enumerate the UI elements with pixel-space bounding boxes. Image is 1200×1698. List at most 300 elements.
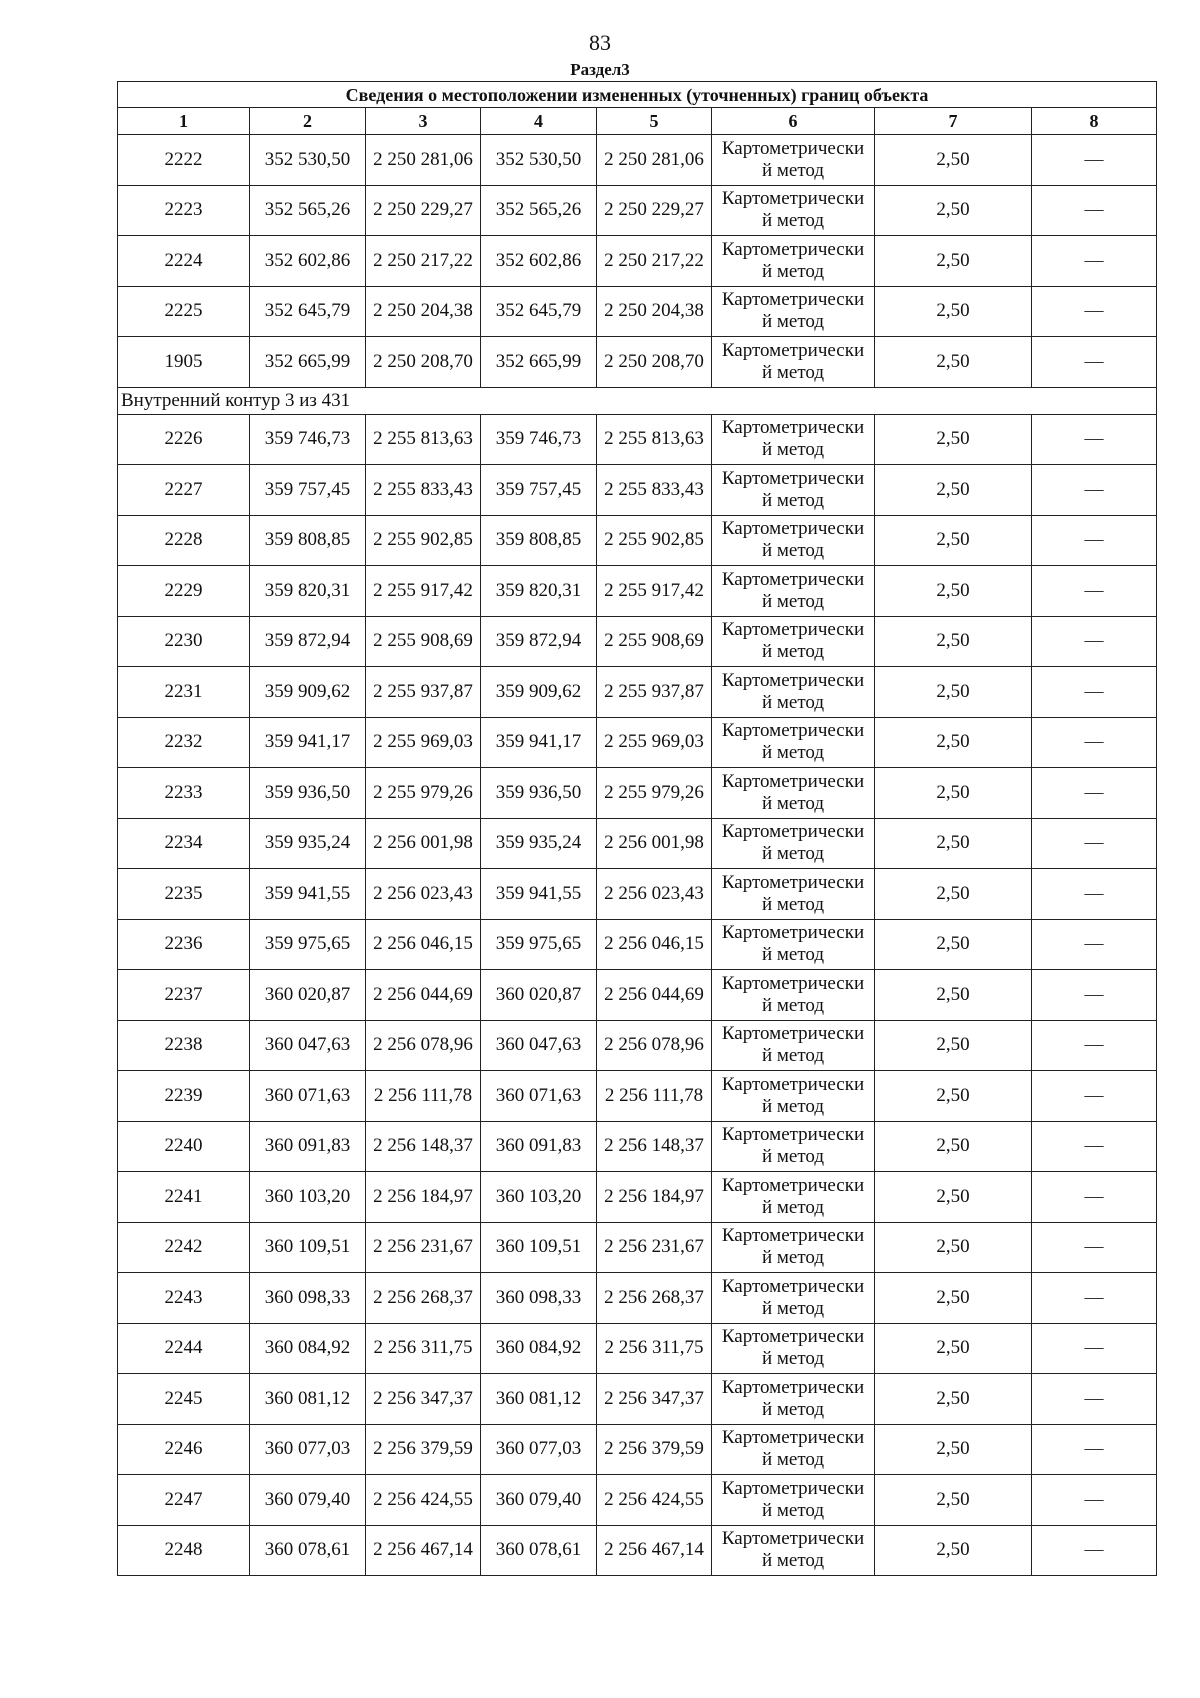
y-coordinate-cell: 2 256 184,97 [366, 1172, 481, 1223]
description-cell: — [1032, 1172, 1157, 1223]
y-coordinate-cell: 2 256 231,67 [597, 1222, 712, 1273]
y-coordinate-cell: 2 255 813,63 [597, 414, 712, 465]
description-cell: — [1032, 1121, 1157, 1172]
point-number-cell: 2223 [118, 185, 250, 236]
accuracy-cell: 2,50 [875, 1222, 1032, 1273]
method-cell [712, 1323, 875, 1374]
method-text-line: й метод [761, 1146, 825, 1168]
method-cell [712, 1172, 875, 1223]
method-text-line: й метод [761, 641, 825, 663]
accuracy-cell: 2,50 [875, 566, 1032, 617]
table-row [118, 1020, 1157, 1071]
x-coordinate-cell: 359 746,73 [250, 414, 366, 465]
accuracy-cell: 2,50 [875, 236, 1032, 287]
method-text-line: Картометрически [721, 1528, 865, 1550]
point-number-cell: 2231 [118, 667, 250, 718]
table-row [118, 1222, 1157, 1273]
method-cell [712, 869, 875, 920]
accuracy-cell: 2,50 [875, 515, 1032, 566]
x-coordinate-cell: 359 936,50 [481, 768, 597, 819]
x-coordinate-cell: 360 091,83 [481, 1121, 597, 1172]
method-text-line: й метод [761, 1449, 825, 1471]
accuracy-cell: 2,50 [875, 1475, 1032, 1526]
description-cell: — [1032, 465, 1157, 516]
description-cell: — [1032, 1475, 1157, 1526]
x-coordinate-cell: 359 941,55 [481, 869, 597, 920]
accuracy-cell: 2,50 [875, 135, 1032, 186]
x-coordinate-cell: 359 941,55 [250, 869, 366, 920]
x-coordinate-cell: 360 084,92 [250, 1323, 366, 1374]
description-cell: — [1032, 414, 1157, 465]
table-row [118, 1475, 1157, 1526]
method-cell [712, 1273, 875, 1324]
accuracy-cell: 2,50 [875, 1323, 1032, 1374]
y-coordinate-cell: 2 256 379,59 [366, 1424, 481, 1475]
method-text-line: Картометрически [721, 1174, 865, 1196]
accuracy-cell: 2,50 [875, 818, 1032, 869]
method-cell [712, 337, 875, 388]
y-coordinate-cell: 2 255 813,63 [366, 414, 481, 465]
method-text-line: й метод [761, 792, 825, 814]
method-text-line: Картометрически [721, 238, 865, 260]
y-coordinate-cell: 2 250 204,38 [597, 286, 712, 337]
x-coordinate-cell: 360 079,40 [250, 1475, 366, 1526]
point-number-cell: 2239 [118, 1071, 250, 1122]
accuracy-cell: 2,50 [875, 1424, 1032, 1475]
x-coordinate-cell: 360 077,03 [250, 1424, 366, 1475]
method-text-line: й метод [761, 994, 825, 1016]
y-coordinate-cell: 2 255 969,03 [597, 717, 712, 768]
description-cell: — [1032, 185, 1157, 236]
point-number-cell: 2237 [118, 970, 250, 1021]
table-row [118, 970, 1157, 1021]
x-coordinate-cell: 359 941,17 [481, 717, 597, 768]
x-coordinate-cell: 359 975,65 [250, 919, 366, 970]
accuracy-cell: 2,50 [875, 414, 1032, 465]
point-number-cell: 2247 [118, 1475, 250, 1526]
method-text-line: й метод [761, 159, 825, 181]
table-row [118, 1071, 1157, 1122]
description-cell: — [1032, 1525, 1157, 1576]
method-text-line: й метод [761, 540, 825, 562]
method-cell [712, 414, 875, 465]
accuracy-cell: 2,50 [875, 337, 1032, 388]
accuracy-cell: 2,50 [875, 970, 1032, 1021]
y-coordinate-cell: 2 255 969,03 [366, 717, 481, 768]
description-cell: — [1032, 1071, 1157, 1122]
column-header: 2 [250, 108, 366, 135]
x-coordinate-cell: 352 665,99 [481, 337, 597, 388]
point-number-cell: 2232 [118, 717, 250, 768]
x-coordinate-cell: 360 081,12 [481, 1374, 597, 1425]
description-cell: — [1032, 919, 1157, 970]
table-row [118, 768, 1157, 819]
y-coordinate-cell: 2 256 311,75 [366, 1323, 481, 1374]
x-coordinate-cell: 360 077,03 [481, 1424, 597, 1475]
description-cell: — [1032, 616, 1157, 667]
method-cell [712, 970, 875, 1021]
table-caption: Сведения о местоположении измененных (уточненных) границ объекта [118, 82, 1157, 108]
y-coordinate-cell: 2 256 023,43 [366, 869, 481, 920]
y-coordinate-cell: 2 250 217,22 [366, 236, 481, 287]
column-header: 8 [1032, 108, 1157, 135]
point-number-cell: 2226 [118, 414, 250, 465]
x-coordinate-cell: 352 602,86 [481, 236, 597, 287]
x-coordinate-cell: 359 746,73 [481, 414, 597, 465]
x-coordinate-cell: 360 047,63 [481, 1020, 597, 1071]
point-number-cell: 2238 [118, 1020, 250, 1071]
accuracy-cell: 2,50 [875, 869, 1032, 920]
y-coordinate-cell: 2 256 001,98 [597, 818, 712, 869]
method-text-line: й метод [761, 361, 825, 383]
x-coordinate-cell: 359 975,65 [481, 919, 597, 970]
method-text-line: й метод [761, 590, 825, 612]
table-row [118, 566, 1157, 617]
y-coordinate-cell: 2 255 833,43 [597, 465, 712, 516]
x-coordinate-cell: 360 079,40 [481, 1475, 597, 1526]
table-row [118, 135, 1157, 186]
y-coordinate-cell: 2 250 208,70 [597, 337, 712, 388]
y-coordinate-cell: 2 255 908,69 [366, 616, 481, 667]
description-cell: — [1032, 818, 1157, 869]
description-cell: — [1032, 1424, 1157, 1475]
x-coordinate-cell: 360 103,20 [250, 1172, 366, 1223]
table-row [118, 1323, 1157, 1374]
y-coordinate-cell: 2 255 833,43 [366, 465, 481, 516]
x-coordinate-cell: 359 909,62 [481, 667, 597, 718]
method-text-line: й метод [761, 944, 825, 966]
x-coordinate-cell: 359 935,24 [481, 818, 597, 869]
page-number: 83 [589, 30, 611, 55]
table-row [118, 1121, 1157, 1172]
method-text-line: й метод [761, 1045, 825, 1067]
x-coordinate-cell: 359 757,45 [481, 465, 597, 516]
method-cell [712, 286, 875, 337]
contour-heading: Внутренний контур 3 из 431 [118, 387, 1157, 414]
method-text-line: Картометрически [721, 821, 865, 843]
x-coordinate-cell: 359 757,45 [250, 465, 366, 516]
x-coordinate-cell: 360 078,61 [250, 1525, 366, 1576]
column-header: 7 [875, 108, 1032, 135]
method-text-line: Картометрически [721, 137, 865, 159]
x-coordinate-cell: 360 020,87 [481, 970, 597, 1021]
method-cell [712, 768, 875, 819]
method-text-line: й метод [761, 1499, 825, 1521]
x-coordinate-cell: 360 020,87 [250, 970, 366, 1021]
table-row [118, 414, 1157, 465]
method-text-line: й метод [761, 1550, 825, 1572]
description-cell: — [1032, 869, 1157, 920]
method-text-line: Картометрически [721, 188, 865, 210]
method-cell [712, 515, 875, 566]
method-text-line: Картометрически [721, 770, 865, 792]
boundary-coordinates-table [117, 81, 1157, 1576]
y-coordinate-cell: 2 250 217,22 [597, 236, 712, 287]
point-number-cell: 2228 [118, 515, 250, 566]
x-coordinate-cell: 359 909,62 [250, 667, 366, 718]
point-number-cell: 2244 [118, 1323, 250, 1374]
method-text-line: Картометрически [721, 467, 865, 489]
method-text-line: Картометрически [721, 1124, 865, 1146]
description-cell: — [1032, 566, 1157, 617]
y-coordinate-cell: 2 256 044,69 [597, 970, 712, 1021]
description-cell: — [1032, 768, 1157, 819]
x-coordinate-cell: 360 103,20 [481, 1172, 597, 1223]
x-coordinate-cell: 359 820,31 [250, 566, 366, 617]
method-text-line: Картометрически [721, 568, 865, 590]
accuracy-cell: 2,50 [875, 1172, 1032, 1223]
x-coordinate-cell: 352 645,79 [481, 286, 597, 337]
y-coordinate-cell: 2 256 046,15 [597, 919, 712, 970]
method-text-line: Картометрически [721, 1275, 865, 1297]
method-text-line: й метод [761, 311, 825, 333]
method-text-line: й метод [761, 1348, 825, 1370]
description-cell: — [1032, 1323, 1157, 1374]
method-text-line: й метод [761, 1247, 825, 1269]
accuracy-cell: 2,50 [875, 1525, 1032, 1576]
accuracy-cell: 2,50 [875, 768, 1032, 819]
y-coordinate-cell: 2 256 424,55 [597, 1475, 712, 1526]
y-coordinate-cell: 2 256 111,78 [366, 1071, 481, 1122]
y-coordinate-cell: 2 256 001,98 [366, 818, 481, 869]
method-text-line: Картометрически [721, 619, 865, 641]
accuracy-cell: 2,50 [875, 465, 1032, 516]
point-number-cell: 2229 [118, 566, 250, 617]
method-text-line: Картометрически [721, 972, 865, 994]
method-text-line: й метод [761, 260, 825, 282]
y-coordinate-cell: 2 250 229,27 [366, 185, 481, 236]
accuracy-cell: 2,50 [875, 919, 1032, 970]
method-cell [712, 1071, 875, 1122]
method-text-line: Картометрически [721, 518, 865, 540]
x-coordinate-cell: 360 091,83 [250, 1121, 366, 1172]
accuracy-cell: 2,50 [875, 717, 1032, 768]
point-number-cell: 2224 [118, 236, 250, 287]
method-cell [712, 1121, 875, 1172]
x-coordinate-cell: 352 530,50 [250, 135, 366, 186]
description-cell: — [1032, 717, 1157, 768]
description-cell: — [1032, 1273, 1157, 1324]
method-cell [712, 616, 875, 667]
x-coordinate-cell: 359 820,31 [481, 566, 597, 617]
table-row [118, 185, 1157, 236]
x-coordinate-cell: 360 071,63 [481, 1071, 597, 1122]
method-cell [712, 1020, 875, 1071]
y-coordinate-cell: 2 250 281,06 [597, 135, 712, 186]
x-coordinate-cell: 360 078,61 [481, 1525, 597, 1576]
y-coordinate-cell: 2 250 204,38 [366, 286, 481, 337]
method-cell [712, 818, 875, 869]
method-cell [712, 1222, 875, 1273]
description-cell: — [1032, 1374, 1157, 1425]
y-coordinate-cell: 2 256 078,96 [597, 1020, 712, 1071]
table-row [118, 286, 1157, 337]
y-coordinate-cell: 2 256 424,55 [366, 1475, 481, 1526]
table-row [118, 465, 1157, 516]
method-text-line: й метод [761, 1297, 825, 1319]
column-header: 3 [366, 108, 481, 135]
accuracy-cell: 2,50 [875, 286, 1032, 337]
description-cell: — [1032, 667, 1157, 718]
table-row [118, 1273, 1157, 1324]
table-row [118, 667, 1157, 718]
method-cell [712, 135, 875, 186]
method-text-line: й метод [761, 210, 825, 232]
x-coordinate-cell: 352 530,50 [481, 135, 597, 186]
point-number-cell: 2243 [118, 1273, 250, 1324]
method-text-line: Картометрически [721, 1225, 865, 1247]
description-cell: — [1032, 515, 1157, 566]
description-cell: — [1032, 236, 1157, 287]
accuracy-cell: 2,50 [875, 1121, 1032, 1172]
x-coordinate-cell: 360 084,92 [481, 1323, 597, 1374]
point-number-cell: 2235 [118, 869, 250, 920]
y-coordinate-cell: 2 255 917,42 [366, 566, 481, 617]
y-coordinate-cell: 2 255 902,85 [366, 515, 481, 566]
y-coordinate-cell: 2 256 347,37 [366, 1374, 481, 1425]
y-coordinate-cell: 2 256 148,37 [597, 1121, 712, 1172]
method-cell [712, 1424, 875, 1475]
method-text-line: Картометрически [721, 669, 865, 691]
x-coordinate-cell: 360 109,51 [481, 1222, 597, 1273]
description-cell: — [1032, 1222, 1157, 1273]
accuracy-cell: 2,50 [875, 185, 1032, 236]
x-coordinate-cell: 352 565,26 [481, 185, 597, 236]
y-coordinate-cell: 2 256 111,78 [597, 1071, 712, 1122]
method-text-line: Картометрически [721, 289, 865, 311]
x-coordinate-cell: 359 872,94 [481, 616, 597, 667]
accuracy-cell: 2,50 [875, 1071, 1032, 1122]
column-header: 4 [481, 108, 597, 135]
method-text-line: й метод [761, 742, 825, 764]
x-coordinate-cell: 360 098,33 [250, 1273, 366, 1324]
y-coordinate-cell: 2 255 902,85 [597, 515, 712, 566]
contour-heading-row [118, 387, 1157, 414]
method-text-line: Картометрически [721, 1427, 865, 1449]
x-coordinate-cell: 359 941,17 [250, 717, 366, 768]
method-cell [712, 1374, 875, 1425]
table-row [118, 515, 1157, 566]
method-text-line: Картометрически [721, 922, 865, 944]
point-number-cell: 2245 [118, 1374, 250, 1425]
x-coordinate-cell: 352 602,86 [250, 236, 366, 287]
y-coordinate-cell: 2 255 979,26 [366, 768, 481, 819]
y-coordinate-cell: 2 256 467,14 [597, 1525, 712, 1576]
y-coordinate-cell: 2 256 268,37 [366, 1273, 481, 1324]
x-coordinate-cell: 359 808,85 [481, 515, 597, 566]
column-header: 5 [597, 108, 712, 135]
point-number-cell: 1905 [118, 337, 250, 388]
description-cell: — [1032, 1020, 1157, 1071]
point-number-cell: 2242 [118, 1222, 250, 1273]
method-cell [712, 717, 875, 768]
description-cell: — [1032, 970, 1157, 1021]
method-cell [712, 236, 875, 287]
y-coordinate-cell: 2 256 231,67 [366, 1222, 481, 1273]
method-text-line: Картометрически [721, 1023, 865, 1045]
method-text-line: Картометрически [721, 720, 865, 742]
y-coordinate-cell: 2 256 311,75 [597, 1323, 712, 1374]
y-coordinate-cell: 2 255 937,87 [597, 667, 712, 718]
table-row [118, 1172, 1157, 1223]
accuracy-cell: 2,50 [875, 667, 1032, 718]
description-cell: — [1032, 337, 1157, 388]
y-coordinate-cell: 2 256 044,69 [366, 970, 481, 1021]
method-cell [712, 1475, 875, 1526]
point-number-cell: 2236 [118, 919, 250, 970]
point-number-cell: 2246 [118, 1424, 250, 1475]
method-text-line: й метод [761, 489, 825, 511]
method-text-line: й метод [761, 691, 825, 713]
column-header-row [118, 108, 1157, 135]
x-coordinate-cell: 359 872,94 [250, 616, 366, 667]
description-cell: — [1032, 135, 1157, 186]
point-number-cell: 2225 [118, 286, 250, 337]
table-row [118, 1525, 1157, 1576]
x-coordinate-cell: 360 098,33 [481, 1273, 597, 1324]
point-number-cell: 2240 [118, 1121, 250, 1172]
accuracy-cell: 2,50 [875, 1020, 1032, 1071]
method-cell [712, 465, 875, 516]
x-coordinate-cell: 359 936,50 [250, 768, 366, 819]
method-cell [712, 566, 875, 617]
table-row [118, 236, 1157, 287]
accuracy-cell: 2,50 [875, 616, 1032, 667]
x-coordinate-cell: 352 565,26 [250, 185, 366, 236]
y-coordinate-cell: 2 255 917,42 [597, 566, 712, 617]
y-coordinate-cell: 2 256 148,37 [366, 1121, 481, 1172]
method-cell [712, 185, 875, 236]
x-coordinate-cell: 359 808,85 [250, 515, 366, 566]
table-row [118, 717, 1157, 768]
table-row [118, 869, 1157, 920]
x-coordinate-cell: 352 665,99 [250, 337, 366, 388]
y-coordinate-cell: 2 250 208,70 [366, 337, 481, 388]
point-number-cell: 2233 [118, 768, 250, 819]
accuracy-cell: 2,50 [875, 1273, 1032, 1324]
method-text-line: Картометрически [721, 1073, 865, 1095]
column-header: 6 [712, 108, 875, 135]
table-row [118, 1424, 1157, 1475]
y-coordinate-cell: 2 250 229,27 [597, 185, 712, 236]
method-text-line: Картометрически [721, 339, 865, 361]
y-coordinate-cell: 2 256 379,59 [597, 1424, 712, 1475]
y-coordinate-cell: 2 256 467,14 [366, 1525, 481, 1576]
y-coordinate-cell: 2 255 937,87 [366, 667, 481, 718]
y-coordinate-cell: 2 256 184,97 [597, 1172, 712, 1223]
x-coordinate-cell: 360 071,63 [250, 1071, 366, 1122]
x-coordinate-cell: 360 109,51 [250, 1222, 366, 1273]
x-coordinate-cell: 360 047,63 [250, 1020, 366, 1071]
point-number-cell: 2222 [118, 135, 250, 186]
y-coordinate-cell: 2 256 268,37 [597, 1273, 712, 1324]
y-coordinate-cell: 2 256 078,96 [366, 1020, 481, 1071]
method-text-line: й метод [761, 1095, 825, 1117]
accuracy-cell: 2,50 [875, 1374, 1032, 1425]
y-coordinate-cell: 2 256 347,37 [597, 1374, 712, 1425]
y-coordinate-cell: 2 256 023,43 [597, 869, 712, 920]
method-cell [712, 1525, 875, 1576]
y-coordinate-cell: 2 255 979,26 [597, 768, 712, 819]
table-caption-row [118, 82, 1157, 108]
table-row [118, 616, 1157, 667]
method-text-line: й метод [761, 893, 825, 915]
point-number-cell: 2230 [118, 616, 250, 667]
x-coordinate-cell: 360 081,12 [250, 1374, 366, 1425]
method-text-line: Картометрически [721, 1376, 865, 1398]
method-text-line: й метод [761, 1398, 825, 1420]
point-number-cell: 2241 [118, 1172, 250, 1223]
